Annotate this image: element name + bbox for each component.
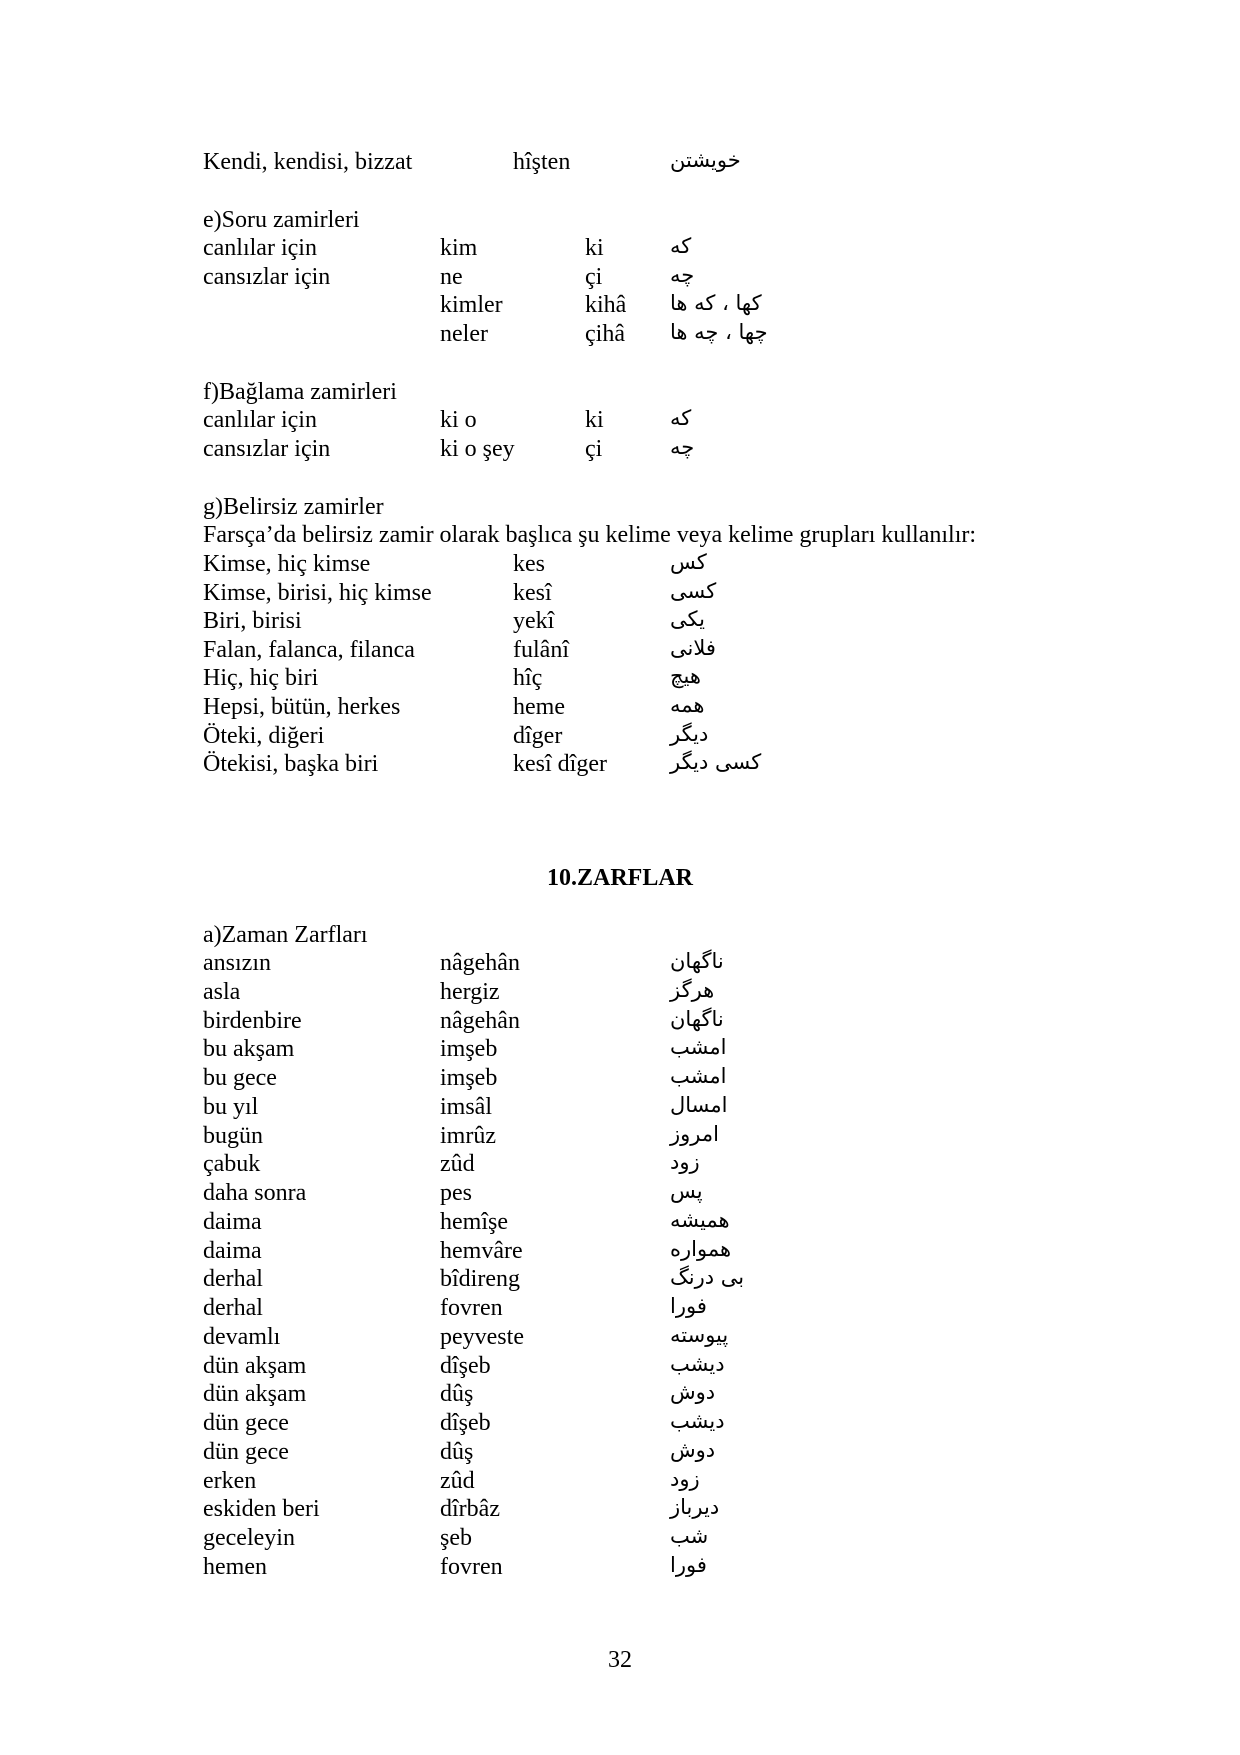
row-meaning: neler bbox=[440, 320, 488, 347]
row-persian: زود bbox=[670, 1150, 700, 1175]
row-persian: کسی bbox=[670, 578, 717, 603]
row-turkish: bugün bbox=[203, 1122, 263, 1149]
row-transliteration: imşeb bbox=[440, 1065, 498, 1091]
row-persian: همواره bbox=[670, 1236, 732, 1261]
row-persian: که bbox=[670, 234, 692, 258]
row-turkish: Hiç, hiç biri bbox=[203, 665, 319, 692]
row-turkish: canlılar için bbox=[203, 235, 317, 261]
row-meaning: kim bbox=[440, 235, 478, 261]
row-meaning: kimler bbox=[440, 292, 503, 319]
row-transliteration: fulânî bbox=[513, 636, 569, 663]
intro-text: Farsça’da belirsiz zamir olarak başlıca şu kelime veya kelime grupları kullanılır: bbox=[203, 522, 977, 548]
row-meaning: ki o bbox=[440, 407, 477, 433]
row-persian: امشب bbox=[670, 1064, 727, 1088]
row-persian: چه bbox=[670, 434, 695, 459]
row-turkish: dün akşam bbox=[203, 1381, 307, 1408]
row-persian: پس bbox=[670, 1179, 703, 1203]
row-meaning: ne bbox=[440, 263, 463, 290]
row-persian: امروز bbox=[670, 1121, 719, 1146]
row-persian: دیگر bbox=[670, 721, 709, 746]
row-meaning: ki o şey bbox=[440, 435, 515, 462]
row-persian: ناگهان bbox=[670, 949, 724, 973]
row-transliteration: çihâ bbox=[585, 320, 625, 347]
section-heading: g)Belirsiz zamirler bbox=[203, 494, 384, 520]
row-transliteration: çi bbox=[585, 435, 603, 462]
row-persian: زود bbox=[670, 1466, 700, 1491]
row-turkish: bu gece bbox=[203, 1065, 277, 1091]
row-turkish: çabuk bbox=[203, 1151, 261, 1178]
row-turkish: canlılar için bbox=[203, 407, 317, 433]
row-turkish: devamlı bbox=[203, 1323, 281, 1350]
row-persian: ناگهان bbox=[670, 1006, 724, 1031]
row-persian: شب bbox=[670, 1524, 709, 1548]
row-transliteration: heme bbox=[513, 694, 565, 720]
row-turkish: Öteki, diğeri bbox=[203, 722, 325, 749]
row-persian: یکی bbox=[670, 607, 705, 632]
row-transliteration: hergiz bbox=[440, 978, 500, 1005]
row-persian: فورا bbox=[670, 1294, 707, 1318]
row-transliteration: ki bbox=[585, 407, 604, 433]
row-transliteration: zûd bbox=[440, 1151, 475, 1178]
row-transliteration: hîşten bbox=[513, 149, 571, 175]
row-persian: کس bbox=[670, 550, 707, 574]
row-transliteration: fovren bbox=[440, 1295, 503, 1321]
row-persian: کسی دیگر bbox=[670, 750, 762, 775]
row-turkish: daha sonra bbox=[203, 1180, 307, 1206]
row-turkish: ansızın bbox=[203, 950, 271, 976]
row-transliteration: dîrbâz bbox=[440, 1496, 500, 1523]
row-persian: امسال bbox=[670, 1092, 728, 1117]
section-heading: f)Bağlama zamirleri bbox=[203, 379, 397, 405]
row-turkish: cansızlar için bbox=[203, 263, 331, 290]
row-persian: دیشب bbox=[670, 1409, 725, 1433]
row-transliteration: yekî bbox=[513, 608, 555, 635]
row-persian: همه bbox=[670, 693, 705, 717]
row-transliteration: imşeb bbox=[440, 1036, 498, 1063]
row-turkish: dün gece bbox=[203, 1438, 289, 1465]
page-number: 32 bbox=[608, 1647, 632, 1673]
row-transliteration: kes bbox=[513, 551, 545, 577]
row-transliteration: bîdireng bbox=[440, 1266, 520, 1293]
row-turkish: Biri, birisi bbox=[203, 608, 302, 635]
row-transliteration: pes bbox=[440, 1180, 472, 1206]
row-transliteration: dîger bbox=[513, 722, 563, 749]
row-transliteration: kesî dîger bbox=[513, 751, 607, 778]
row-persian: فلانی bbox=[670, 635, 716, 660]
row-persian: امشب bbox=[670, 1035, 727, 1060]
row-persian: چه bbox=[670, 262, 695, 287]
row-turkish: derhal bbox=[203, 1295, 263, 1321]
row-transliteration: çi bbox=[585, 263, 603, 290]
row-turkish: Kimse, birisi, hiç kimse bbox=[203, 579, 432, 606]
section-heading: a)Zaman Zarfları bbox=[203, 922, 368, 948]
row-transliteration: zûd bbox=[440, 1467, 475, 1494]
row-transliteration: dîşeb bbox=[440, 1410, 491, 1436]
row-turkish: derhal bbox=[203, 1266, 263, 1293]
row-persian: دوش bbox=[670, 1437, 716, 1462]
row-turkish: Kendi, kendisi, bizzat bbox=[203, 149, 413, 175]
row-persian: پیوسته bbox=[670, 1322, 729, 1347]
row-transliteration: dîşeb bbox=[440, 1352, 491, 1379]
row-turkish: Kimse, hiç kimse bbox=[203, 551, 371, 577]
row-persian: کها ، که ها bbox=[670, 291, 762, 316]
row-turkish: erken bbox=[203, 1467, 257, 1494]
row-persian: بی درنگ bbox=[670, 1265, 745, 1290]
row-turkish: Falan, falanca, filanca bbox=[203, 636, 415, 663]
row-transliteration: imsâl bbox=[440, 1093, 492, 1120]
row-transliteration: ki bbox=[585, 235, 604, 261]
row-transliteration: şeb bbox=[440, 1525, 472, 1551]
row-transliteration: nâgehân bbox=[440, 1007, 520, 1034]
row-turkish: daima bbox=[203, 1237, 262, 1264]
row-transliteration: hîç bbox=[513, 665, 543, 692]
row-transliteration: imrûz bbox=[440, 1122, 496, 1149]
row-transliteration: dûş bbox=[440, 1381, 474, 1408]
row-transliteration: kihâ bbox=[585, 292, 627, 319]
row-turkish: asla bbox=[203, 978, 241, 1005]
row-persian: دیرباز bbox=[670, 1495, 720, 1520]
row-transliteration: dûş bbox=[440, 1438, 474, 1465]
row-persian: هیچ bbox=[670, 664, 701, 689]
row-turkish: cansızlar için bbox=[203, 435, 331, 462]
row-turkish: birdenbire bbox=[203, 1007, 302, 1034]
row-persian: دوش bbox=[670, 1380, 716, 1405]
section-heading: e)Soru zamirleri bbox=[203, 207, 360, 233]
row-transliteration: peyveste bbox=[440, 1323, 524, 1350]
row-turkish: dün gece bbox=[203, 1410, 289, 1436]
row-persian: دیشب bbox=[670, 1351, 725, 1376]
row-turkish: bu akşam bbox=[203, 1036, 295, 1063]
row-turkish: Hepsi, bütün, herkes bbox=[203, 694, 401, 720]
row-turkish: bu yıl bbox=[203, 1093, 259, 1120]
row-transliteration: kesî bbox=[513, 579, 552, 606]
row-transliteration: fovren bbox=[440, 1553, 503, 1580]
row-turkish: daima bbox=[203, 1208, 262, 1235]
row-persian: هرگز bbox=[670, 977, 715, 1002]
row-persian: که bbox=[670, 406, 692, 430]
row-persian: چها ، چه ها bbox=[670, 319, 768, 344]
row-turkish: geceleyin bbox=[203, 1525, 295, 1551]
row-persian: فورا bbox=[670, 1552, 707, 1577]
row-transliteration: hemîşe bbox=[440, 1208, 508, 1235]
row-transliteration: hemvâre bbox=[440, 1237, 523, 1264]
row-persian: همیشه bbox=[670, 1207, 730, 1232]
row-turkish: hemen bbox=[203, 1553, 267, 1580]
section-title: 10.ZARFLAR bbox=[546, 865, 693, 891]
row-turkish: eskiden beri bbox=[203, 1496, 320, 1523]
row-turkish: Ötekisi, başka biri bbox=[203, 751, 379, 778]
row-transliteration: nâgehân bbox=[440, 950, 520, 976]
row-persian: خویشتن bbox=[670, 148, 741, 172]
row-turkish: dün akşam bbox=[203, 1352, 307, 1379]
